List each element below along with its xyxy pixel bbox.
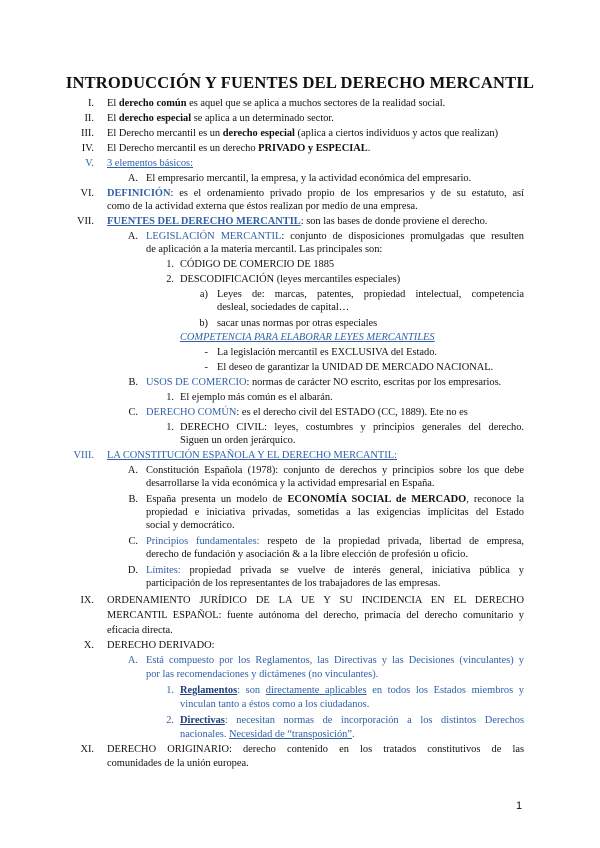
item-xi-line1: DERECHO ORIGINARIO: derecho contenido en los tratados constitutivos de las xyxy=(107,744,524,755)
item-vii-c-1-line2: Siguen un orden jerárquico. xyxy=(180,435,296,446)
item-viii-b-line2: propiedad e iniciativa privadas, sometidas a las exigencias implícitas del Estado xyxy=(146,507,524,518)
item-viii-b-line1: España presenta un modelo de ECONOMÍA SOCIAL de MERCADO, reconoce la xyxy=(146,494,524,505)
item-number: IX. xyxy=(80,595,94,606)
item-number: VIII. xyxy=(73,450,94,461)
item-vii-c-1-line1: DERECHO CIVIL: leyes, costumbres y principios generales del derecho. xyxy=(180,422,524,433)
item-x-a-1-line2: vinculan tanto a éstos como a los ciudadanos. xyxy=(180,699,370,710)
item-viii-c-line1: Principios fundamentales: respeto de la propiedad privada, libertad de empresa, xyxy=(146,536,524,547)
item-x-a-line1: Está compuesto por los Reglamentos, las Directivas y las Decisiones (vinculantes) y xyxy=(146,655,524,666)
item-number: X. xyxy=(83,640,94,651)
item-vii-a-line1: LEGISLACIÓN MERCANTIL: conjunto de disposiciones promulgadas que resulten xyxy=(146,231,524,242)
dash2-text: El deseo de garantizar la UNIDAD DE MERCADO NACIONAL. xyxy=(217,362,494,373)
item-viii-heading: LA CONSTITUCIÓN ESPAÑOLA Y EL DERECHO MERCANTIL: xyxy=(107,450,397,461)
item-letter: A. xyxy=(127,173,138,184)
item-vii-a-2-b-text: sacar unas normas por otras especiales xyxy=(217,318,378,329)
bullet-dash: - xyxy=(204,362,208,373)
item-letter: C. xyxy=(128,407,138,418)
item-vii-b-1-text: El ejemplo más común es el albarán. xyxy=(180,392,333,403)
item-digit: 1. xyxy=(166,422,174,433)
item-digit: 1. xyxy=(166,685,174,696)
item-viii-d-line2: participación de los representantes de los trabajadores de las empresas. xyxy=(146,578,441,589)
item-letter-small: b) xyxy=(199,318,208,329)
item-x-a-2-line2: nacionales. Necesidad de “transposición”. xyxy=(180,729,355,740)
item-v-heading: 3 elementos básicos: xyxy=(107,158,193,169)
item-letter: D. xyxy=(127,565,138,576)
item-viii-b-line3: social y democrático. xyxy=(146,520,235,531)
item-ii-text: El derecho especial se aplica a un determinado sector. xyxy=(107,113,334,124)
item-number: I. xyxy=(87,98,94,109)
item-x-a-2-line1: Directivas: necesitan normas de incorporación a los distintos Derechos xyxy=(180,715,524,726)
item-iv-text: El Derecho mercantil es un derecho PRIVADO y ESPECIAL. xyxy=(107,143,371,154)
item-number: II. xyxy=(84,113,94,124)
item-x-heading: DERECHO DERIVADO: xyxy=(107,640,215,651)
item-ix-line1: ORDENAMIENTO JURÍDICO DE LA UE Y SU INCIDENCIA EN EL DERECHO xyxy=(107,595,524,606)
item-v-a-text: El empresario mercantil, la empresa, y la actividad económica del empresario. xyxy=(146,173,472,184)
item-xi-line2: comunidades de la unión europea. xyxy=(107,758,249,769)
item-ix-line2: MERCANTIL ESPAÑOL: fuente autónoma del derecho, primacía del derecho comunitario y xyxy=(107,610,524,621)
item-number: VII. xyxy=(76,216,94,227)
item-digit: 1. xyxy=(166,392,174,403)
item-letter: B. xyxy=(128,377,138,388)
competencia-heading: COMPETENCIA PARA ELABORAR LEYES MERCANTILES xyxy=(180,332,435,343)
item-vii-a-line2: de aplicación a la materia mercantil. Las principales son: xyxy=(146,244,383,255)
item-vii-a-2-text: DESCODIFICACIÓN (leyes mercantiles especiales) xyxy=(180,274,401,285)
item-vi-line2: como de la actividad externa que éstos realizan por medio de una empresa. xyxy=(107,201,418,212)
item-viii-c-line2: derecho de fundación y asociación & a la libre elección de profesión u oficio. xyxy=(146,549,468,560)
item-letter: B. xyxy=(128,494,138,505)
item-letter-small: a) xyxy=(199,289,208,300)
item-number: IV. xyxy=(81,143,94,154)
item-digit: 1. xyxy=(166,259,174,270)
item-number: XI. xyxy=(80,744,94,755)
item-vii-b-text: USOS DE COMERCIO: normas de carácter NO escrito, escritas por los empresarios. xyxy=(146,377,502,388)
item-vii-a-2-a-line2: desleal, sociedades de capital… xyxy=(217,302,350,313)
item-vi-line1: DEFINICIÓN: es el ordenamiento privado propio de los empresarios y de su estatuto, así xyxy=(107,188,524,199)
item-number: III. xyxy=(81,128,94,139)
item-x-a-1-line1: Reglamentos: son directamente aplicables en todos los Estados miembros y xyxy=(180,685,524,696)
item-vii-c-text: DERECHO COMÚN: es el derecho civil del ESTADO (CC, 1889). Ete no es xyxy=(146,407,468,418)
item-vii-text: FUENTES DEL DERECHO MERCANTIL: son las bases de donde proviene el derecho. xyxy=(107,216,488,227)
item-letter: A. xyxy=(127,465,138,476)
dash1-text: La legislación mercantil es EXCLUSIVA del Estado. xyxy=(217,347,437,358)
item-vii-a-2-a-line1: Leyes de: marcas, patentes, propiedad intelectual, competencia xyxy=(217,289,524,300)
item-viii-d-line1: Límites: propiedad privada se vuelve de interés general, iniciativa pública y xyxy=(146,565,524,576)
item-x-a-line2: por las recomendaciones y dictámenes (no vinculantes). xyxy=(146,669,379,680)
item-number: V. xyxy=(85,158,94,169)
item-digit: 2. xyxy=(166,715,174,726)
item-viii-a-line2: desarrollarse la vida económica y la actividad empresarial en España. xyxy=(146,478,435,489)
item-ix-line3: eficacia directa. xyxy=(107,625,173,636)
page-number: 1 xyxy=(516,800,523,812)
item-viii-a-line1: Constitución Española (1978): conjunto de derechos y principios sobre los que debe xyxy=(146,465,524,476)
bullet-dash: - xyxy=(204,347,208,358)
item-number: VI. xyxy=(80,188,94,199)
item-letter: C. xyxy=(128,536,138,547)
item-i-text: El derecho común es aquel que se aplica a muchos sectores de la realidad social. xyxy=(107,98,446,109)
item-vii-a-1-text: CÓDIGO DE COMERCIO DE 1885 xyxy=(180,259,335,270)
item-letter: A. xyxy=(127,231,138,242)
page-title: INTRODUCCIÓN Y FUENTES DEL DERECHO MERCANTIL xyxy=(65,73,535,92)
item-letter: A. xyxy=(127,655,138,666)
item-iii-text: El Derecho mercantil es un derecho especial (aplica a ciertos individuos y actos que realizan) xyxy=(107,128,499,139)
item-digit: 2. xyxy=(166,274,174,285)
